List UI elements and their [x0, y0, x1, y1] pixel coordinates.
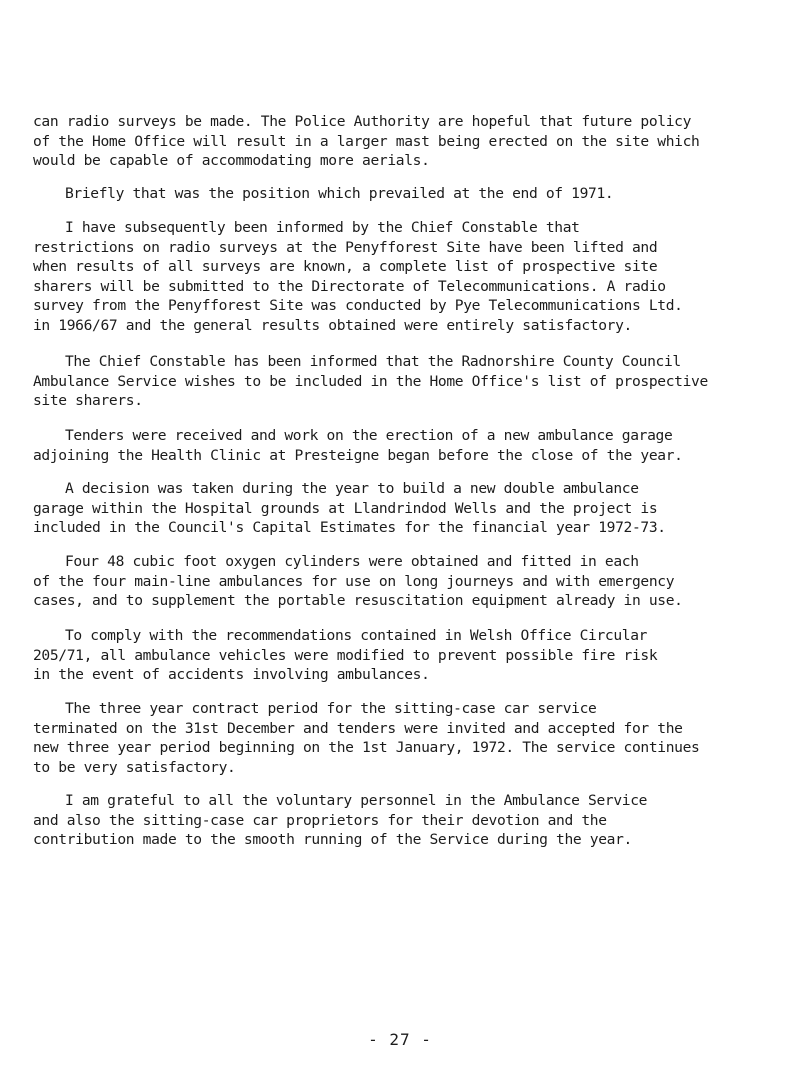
text-line: survey from the Penyfforest Site was conducted by Pye Telecommunications Ltd.	[33, 297, 683, 314]
text-line: when results of all surveys are known, a complete list of prospective site	[33, 258, 658, 275]
paragraph-gratitude	[33, 791, 800, 850]
text-line: can radio surveys be made. The Police Authority are hopeful that future policy	[33, 113, 692, 130]
text-line: of the four main-line ambulances for use on long journeys and with emergency	[33, 572, 675, 590]
paragraph-site-sharers	[33, 352, 800, 411]
text-line: 205/71, all ambulance vehicles were modified to prevent possible fire risk	[33, 646, 658, 664]
paragraph-presteigne-garage	[33, 426, 800, 465]
text-line: site sharers.	[33, 392, 143, 409]
text-line: The Chief Constable has been informed that the Radnorshire County Council	[65, 353, 681, 370]
paragraph-oxygen-cylinders	[33, 552, 800, 611]
text-line: to be very satisfactory.	[33, 758, 236, 776]
text-line: in the event of accidents involving ambulances.	[33, 666, 430, 683]
text-line: I have subsequently been informed by the Chief Constable that	[65, 219, 580, 236]
text-line: cases, and to supplement the portable resuscitation equipment already in use.	[33, 592, 683, 609]
paragraph-penyfforest-site	[33, 218, 800, 335]
text-line: Four 48 cubic foot oxygen cylinders were obtained and fitted in each	[65, 553, 639, 570]
text-line: A decision was taken during the year to build a new double ambulance	[65, 480, 639, 497]
text-line: of the Home Office will result in a larger mast being erected on the site which	[33, 132, 700, 150]
text-line: Tenders were received and work on the erection of a new ambulance garage	[65, 427, 673, 444]
text-line: new three year period beginning on the 1st January, 1972. The service continues	[33, 739, 700, 756]
text-line: Ambulance Service wishes to be included in the Home Office's list of prospective	[33, 372, 708, 390]
text-line: contribution made to the smooth running of the Service during the year.	[33, 831, 632, 848]
text-line: terminated on the 31st December and tenders were invited and accepted for the	[33, 719, 683, 737]
paragraph-sitting-case-contract	[33, 699, 800, 777]
text-line: To comply with the recommendations contained in Welsh Office Circular	[65, 627, 648, 644]
text-line: would be capable of accommodating more aerials.	[33, 152, 430, 169]
paragraph-fire-risk	[33, 626, 800, 685]
text-line: included in the Council's Capital Estimates for the financial year 1972-73.	[33, 519, 666, 536]
page-number: - 27 -	[368, 1030, 432, 1049]
text-line: sharers will be submitted to the Directorate of Telecommunications. A radio	[33, 277, 666, 295]
text-line: adjoining the Health Clinic at Presteigne began before the close of the year.	[33, 446, 683, 464]
text-line: in 1966/67 and the general results obtained were entirely satisfactory.	[33, 316, 632, 334]
text-line: garage within the Hospital grounds at Llandrindod Wells and the project is	[33, 499, 658, 517]
text-line: restrictions on radio surveys at the Penyfforest Site have been lifted and	[33, 238, 658, 256]
text-line: The three year contract period for the sitting-case car service	[65, 700, 597, 717]
paragraph-llandrindod-garage	[33, 479, 800, 538]
text-line: and also the sitting-case car proprietors for their devotion and the	[33, 811, 607, 829]
text-line: Briefly that was the position which prevailed at the end of 1971.	[65, 185, 614, 202]
text-line: I am grateful to all the voluntary personnel in the Ambulance Service	[65, 792, 648, 809]
paragraph-radio-surveys	[33, 112, 800, 171]
paragraph-position-1971	[33, 184, 800, 204]
